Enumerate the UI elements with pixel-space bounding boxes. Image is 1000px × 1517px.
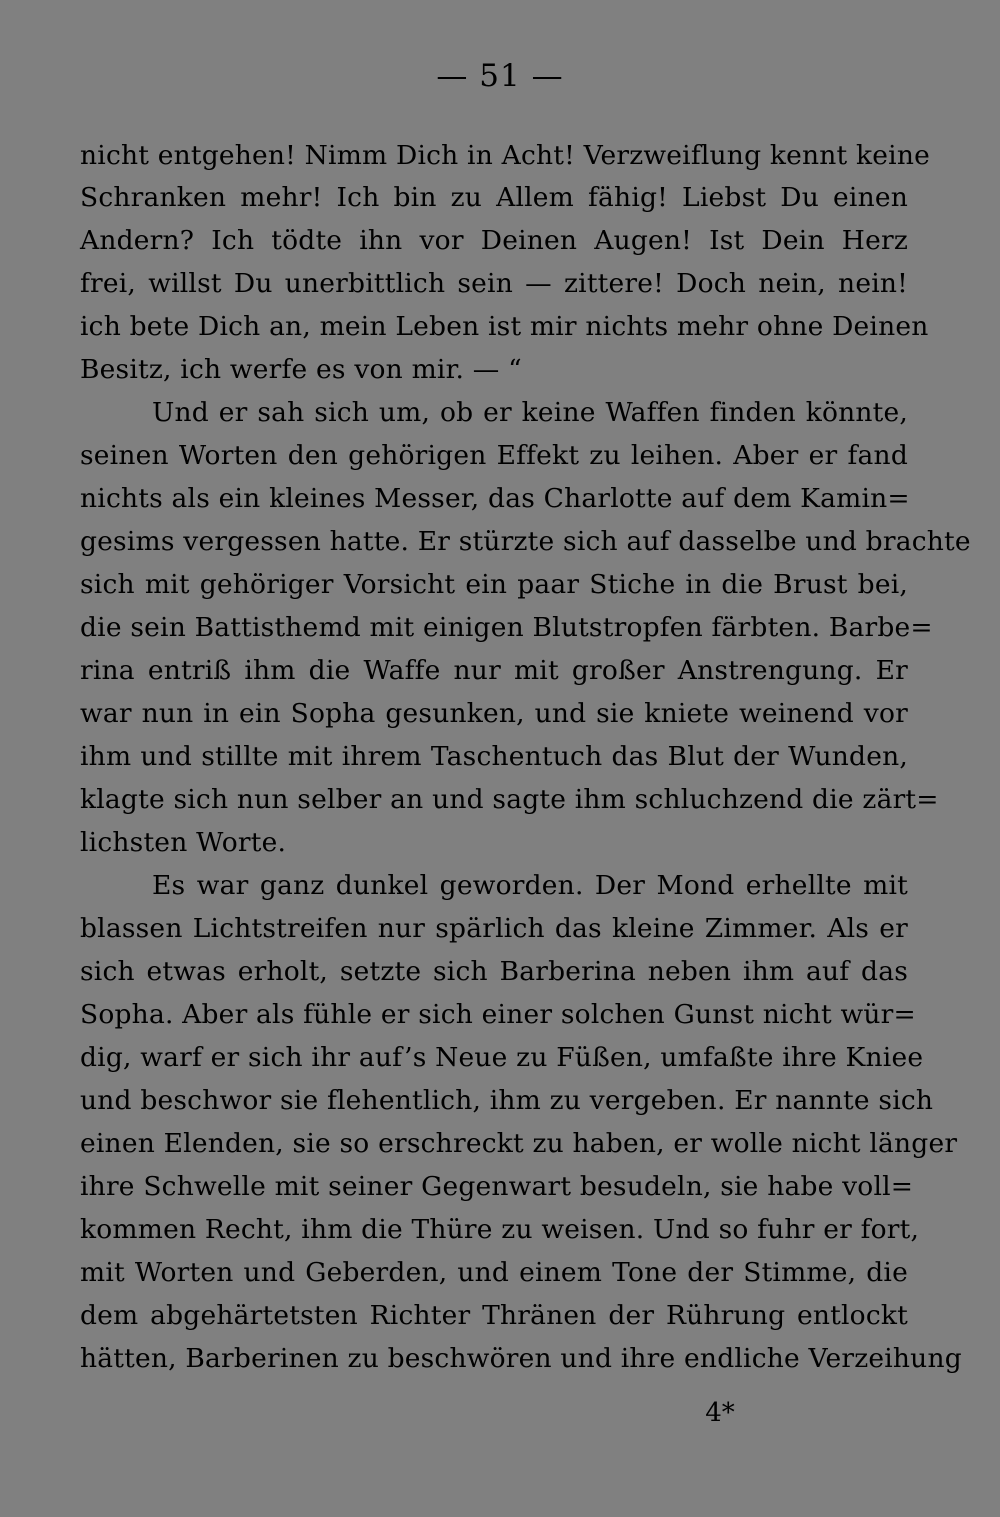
text-line: ihm und stillte mit ihrem Taschentuch das Blut der Wunden, — [80, 741, 908, 772]
text-line: Und er sah sich um, ob er keine Waffen finden könnte, — [152, 397, 908, 428]
text-line: sich etwas erholt, setzte sich Barberina neben ihm auf das — [80, 956, 908, 987]
text-line: einen Elenden, sie so erschreckt zu haben, er wolle nicht länger — [80, 1128, 958, 1159]
text-line: kommen Recht, ihm die Thüre zu weisen. Und so fuhr er fort, — [80, 1214, 920, 1245]
text-line: Besitz, ich werfe es von mir. — “ — [80, 354, 522, 385]
text-line: war nun in ein Sopha gesunken, und sie kniete weinend vor — [80, 698, 908, 729]
text-line: ich bete Dich an, mein Leben ist mir nichts mehr ohne Deinen — [80, 311, 929, 342]
text-line: dig, warf er sich ihr auf’s Neue zu Füßen, umfaßte ihre Kniee — [80, 1042, 924, 1073]
text-line: klagte sich nun selber an und sagte ihm schluchzend die zärt= — [80, 784, 939, 815]
text-line: sich mit gehöriger Vorsicht ein paar Stiche in die Brust bei, — [80, 569, 908, 600]
text-line: blassen Lichtstreifen nur spärlich das kleine Zimmer. Als er — [80, 913, 908, 944]
text-line: mit Worten und Geberden, und einem Tone der Stimme, die — [80, 1257, 908, 1288]
text-line: die sein Battisthemd mit einigen Blutstropfen färbten. Barbe= — [80, 612, 933, 643]
page-number: — 51 — — [436, 58, 564, 94]
text-line: rina entriß ihm die Waffe nur mit großer Anstrengung. Er — [80, 655, 908, 686]
text-line: ihre Schwelle mit seiner Gegenwart besudeln, sie habe voll= — [80, 1171, 914, 1202]
text-line: Es war ganz dunkel geworden. Der Mond erhellte mit — [152, 870, 908, 901]
text-line: frei, willst Du unerbittlich sein — zittere! Doch nein, nein! — [80, 268, 908, 299]
text-line: dem abgehärtetsten Richter Thränen der Rührung entlockt — [80, 1300, 908, 1331]
text-line: gesims vergessen hatte. Er stürzte sich auf dasselbe und brachte — [80, 526, 971, 557]
text-line: nicht entgehen! Nimm Dich in Acht! Verzweiflung kennt keine — [80, 140, 930, 171]
text-line: lichsten Worte. — [80, 827, 287, 858]
text-line: Sopha. Aber als fühle er sich einer solchen Gunst nicht wür= — [80, 999, 916, 1030]
text-line: und beschwor sie flehentlich, ihm zu vergeben. Er nannte sich — [80, 1085, 934, 1116]
text-line: hätten, Barberinen zu beschwören und ihre endliche Verzeihung — [80, 1343, 962, 1374]
text-line: Andern? Ich tödte ihn vor Deinen Augen! Ist Dein Herz — [80, 225, 908, 256]
text-line: nichts als ein kleines Messer, das Charlotte auf dem Kamin= — [80, 483, 910, 514]
text-line: seinen Worten den gehörigen Effekt zu leihen. Aber er fand — [80, 440, 908, 471]
text-line: Schranken mehr! Ich bin zu Allem fähig! Liebst Du einen — [80, 182, 908, 213]
signature-mark: 4* — [705, 1398, 735, 1428]
